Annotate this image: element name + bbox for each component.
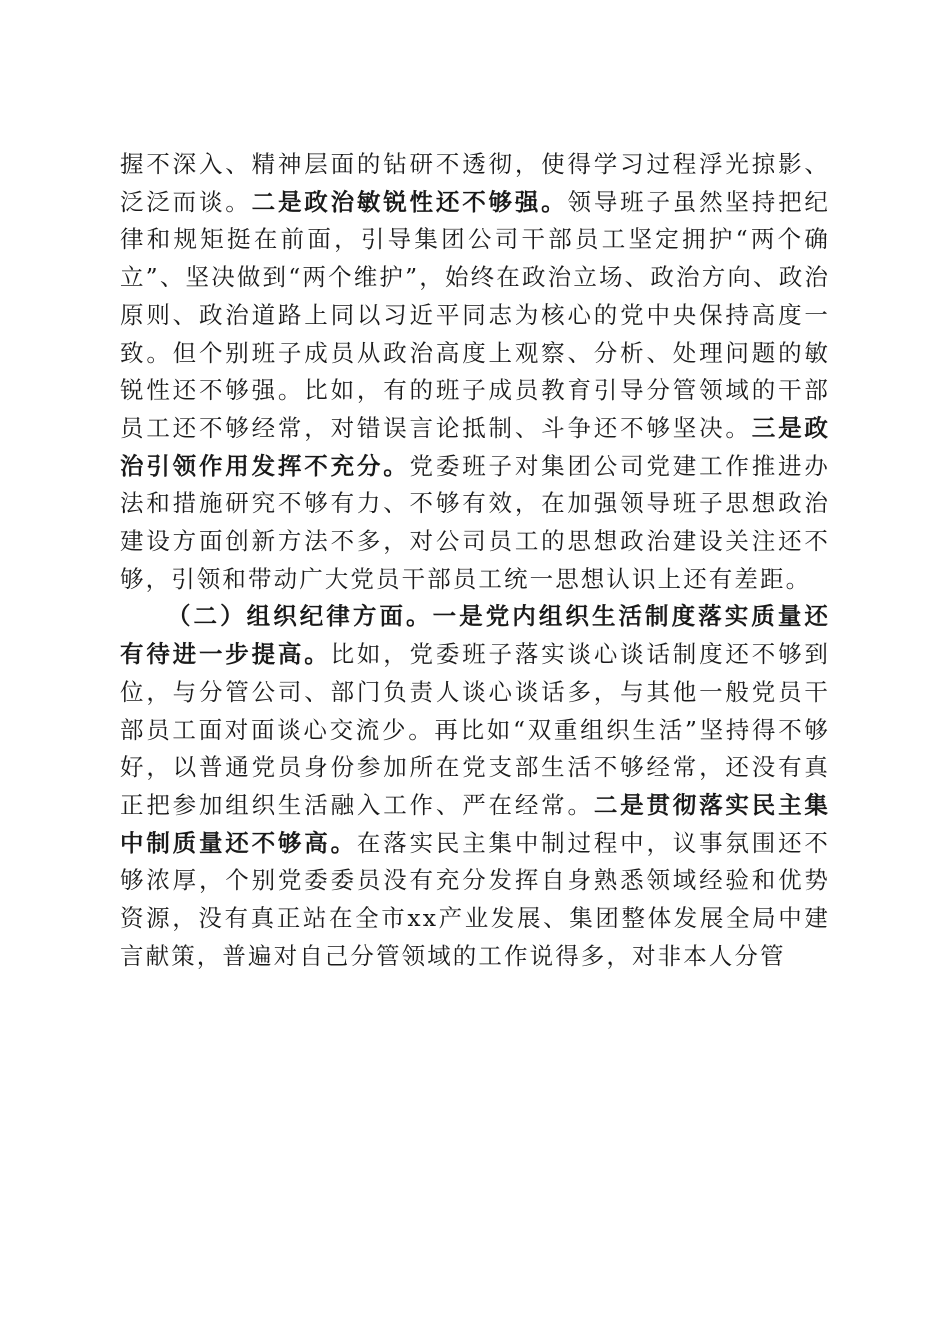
paragraph-organizational-discipline <box>120 598 830 975</box>
text-run: 比如，党委班子落实谈心谈话制度还不够到位，与分管公司、部门负责人谈心谈话多，与其他一般党员干部员工面对面谈心交流少。再比如“双重组织生活”坚持得不够好，以普通党员身份参加所在党支部生活不够经常，还没有真正把参加组织生活融入工作、严在经常。 <box>120 640 830 819</box>
text-run: 在落实民主集中制过程中，议事氛围还不够浓厚，个别党委委员没有充分发挥自身熟悉领域经验和优势资源，没有真正站在全市xx产业发展、集团整体发展全局中建言献策，普遍对自己分管领域的工作说得多，对非本人分管 <box>120 828 830 970</box>
text-run: 党委班子对集团公司党建工作推进办法和措施研究不够有力、不够有效，在加强领导班子思想政治建设方面创新方法不多，对公司员工的思想政治建设关注还不够，引领和带动广大党员干部员工统一思想认识上还有差距。 <box>120 451 830 593</box>
heading-run-democratic-centralism: 二是贯彻落实民主集中制质量还不够高。 <box>120 790 830 857</box>
heading-run-political-sensitivity: 二是政治敏锐性还不够强。 <box>251 187 568 216</box>
text-run: 领导班子虽然坚持把纪律和规矩挺在前面，引导集团公司干部员工坚定拥护“两个确立”、坚决做到“两个维护”，始终在政治立场、政治方向、政治原则、政治道路上同以习近平同志为核心的党中央保持高度一致。但个别班子成员从政治高度上观察、分析、处理问题的敏锐性还不够强。比如，有的班子成员教育引导分管领域的干部员工还不够经常，对错误言论抵制、斗争还不够坚决。 <box>120 187 831 442</box>
document-body <box>120 146 830 975</box>
heading-run-political-leadership: 三是政治引领作用发挥不充分。 <box>120 413 830 480</box>
section-heading-organizational-discipline: （二）组织纪律方面。 <box>167 602 433 631</box>
heading-run-organizational-life: 一是党内组织生活制度落实质量还有待进一步提高。 <box>120 602 831 669</box>
text-run: 握不深入、精神层面的钻研不透彻，使得学习过程浮光掠影、泛泛而谈。 <box>120 150 830 216</box>
paragraph-political-issues <box>120 146 830 598</box>
